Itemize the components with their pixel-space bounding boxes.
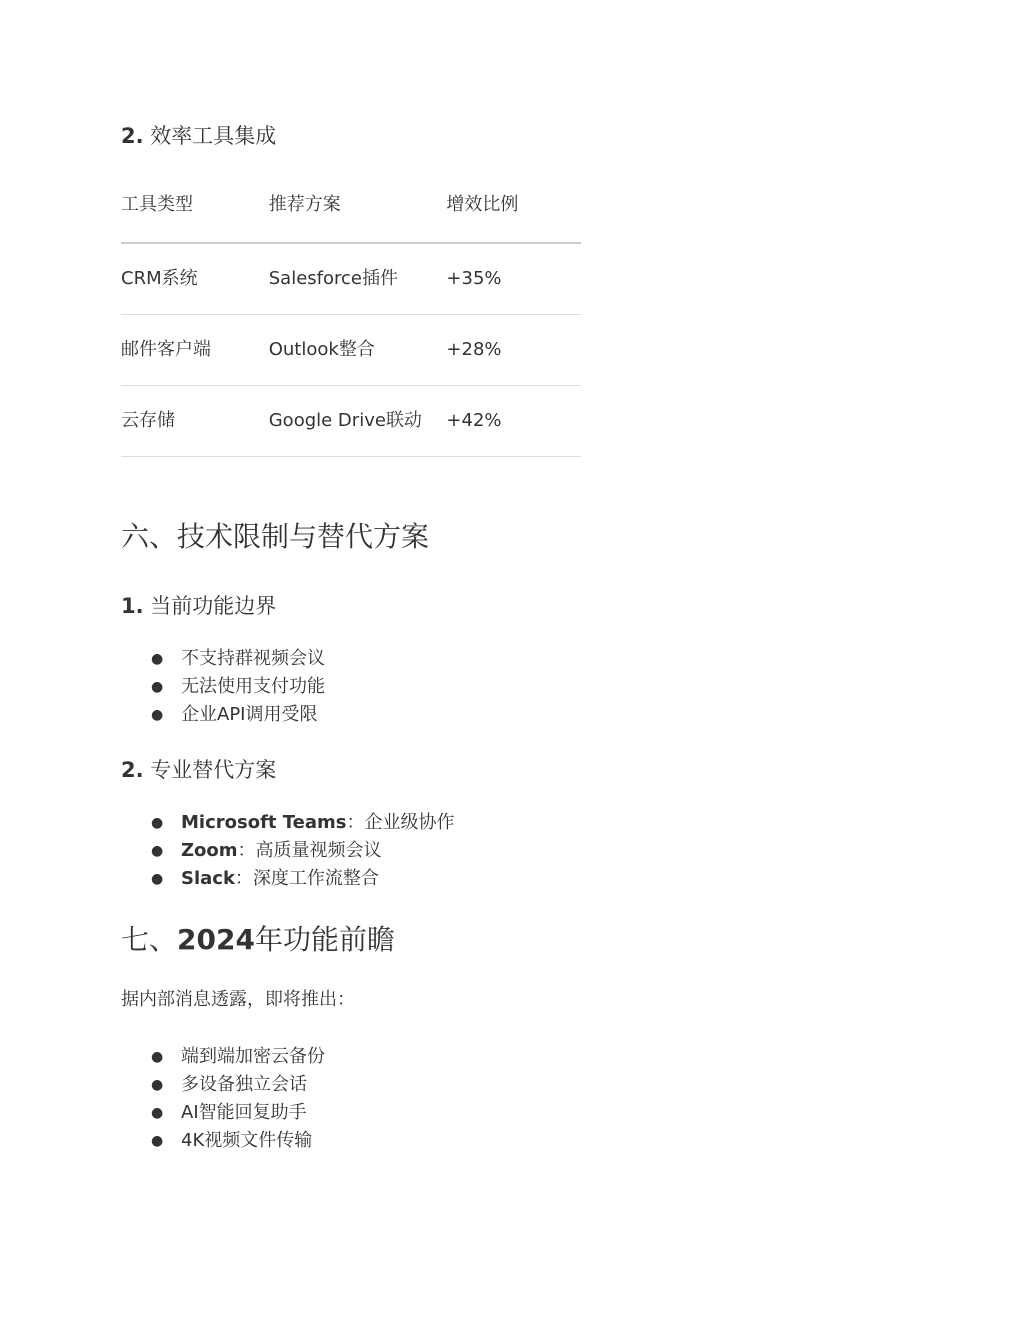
list-item: ● 端到端加密云备份 <box>151 1043 325 1071</box>
table-header-cell: 增效比例 <box>446 166 581 243</box>
bullet-icon: ● <box>151 679 164 695</box>
intro-paragraph: 据内部消息透露，即将推出： <box>121 989 355 1010</box>
bullet-icon: ● <box>151 651 164 667</box>
limits-list <box>151 645 325 729</box>
bullet-icon: ● <box>151 1049 164 1065</box>
table-row <box>121 243 581 315</box>
bullet-icon: ● <box>151 1077 164 1093</box>
list-item: ● 无法使用支付功能 <box>151 673 325 701</box>
bullet-icon: ● <box>151 871 164 887</box>
subheading-current-boundaries: 1. 当前功能边界 <box>121 594 277 618</box>
table-cell: +42% <box>446 386 581 457</box>
bullet-icon: ● <box>151 815 164 831</box>
table-header-cell: 工具类型 <box>121 166 269 243</box>
alternatives-list <box>151 809 455 893</box>
bullet-icon: ● <box>151 1133 164 1149</box>
table-header-cell: 推荐方案 <box>269 166 447 243</box>
list-item: ● 不支持群视频会议 <box>151 645 325 673</box>
list-item: ● Microsoft Teams：企业级协作 <box>151 809 455 837</box>
list-item: ● 多设备独立会话 <box>151 1071 325 1099</box>
section-heading-efficiency-tools: 2. 效率工具集成 <box>121 124 277 148</box>
table-cell: 邮件客户端 <box>121 315 269 386</box>
list-item: ● Slack：深度工作流整合 <box>151 865 455 893</box>
tools-table <box>121 166 581 457</box>
bullet-icon: ● <box>151 843 164 859</box>
table-cell: 云存储 <box>121 386 269 457</box>
table-cell: Outlook整合 <box>269 315 447 386</box>
table-header-row <box>121 166 581 243</box>
table-cell: Salesforce插件 <box>269 243 447 315</box>
list-item: ● AI智能回复助手 <box>151 1099 325 1127</box>
table-row <box>121 386 581 457</box>
table-cell: CRM系统 <box>121 243 269 315</box>
table-row <box>121 315 581 386</box>
section-heading-tech-limits: 六、技术限制与替代方案 <box>121 520 430 553</box>
section-heading-2024-preview: 七、2024年功能前瞻 <box>121 923 395 956</box>
upcoming-features-list <box>151 1043 325 1155</box>
bullet-icon: ● <box>151 707 164 723</box>
bullet-icon: ● <box>151 1105 164 1121</box>
table-cell: +28% <box>446 315 581 386</box>
list-item: ● 企业API调用受限 <box>151 701 325 729</box>
table-cell: Google Drive联动 <box>269 386 447 457</box>
list-item: ● 4K视频文件传输 <box>151 1127 325 1155</box>
table-cell: +35% <box>446 243 581 315</box>
list-item: ● Zoom：高质量视频会议 <box>151 837 455 865</box>
subheading-alternatives: 2. 专业替代方案 <box>121 758 277 782</box>
